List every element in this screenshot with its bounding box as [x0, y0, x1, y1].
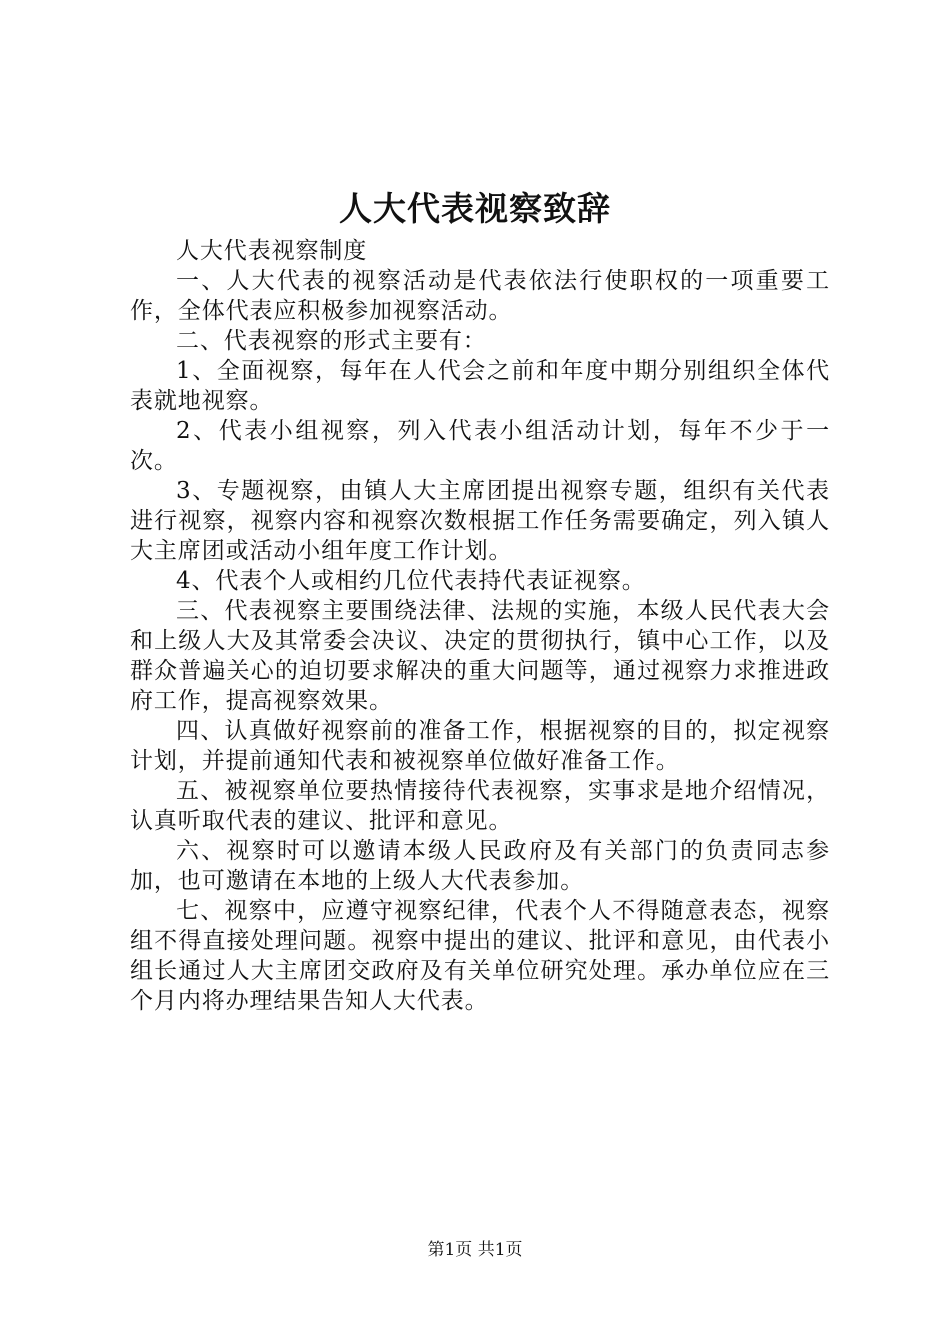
paragraph-3: 三、代表视察主要围绕法律、法规的实施，本级人民代表大会和上级人大及其常委会决议、决定的贯彻执行，镇中心工作，以及群众普遍关心的迫切要求解决的重大问题等，通过视察力求推进政府工作，提高视察效果。	[130, 598, 830, 714]
paragraph-2-item-4: 4、代表个人或相约几位代表持代表证视察。	[176, 568, 646, 594]
paragraph-7: 七、视察中，应遵守视察纪律，代表个人不得随意表态，视察组不得直接处理问题。视察中提出的建议、批评和意见，由代表小组长通过人大主席团交政府及有关单位研究处理。承办单位应在三个月内将办理结果告知人大代表。	[130, 898, 830, 1014]
paragraph-5: 五、被视察单位要热情接待代表视察，实事求是地介绍情况，认真听取代表的建议、批评和意见。	[130, 778, 830, 834]
document-body	[130, 236, 830, 1016]
paragraph-1: 一、人大代表的视察活动是代表依法行使职权的一项重要工作，全体代表应积极参加视察活动。	[130, 268, 830, 324]
paragraph-heading: 人大代表视察制度	[176, 238, 368, 264]
page-number-footer: 第1页 共1页	[427, 1240, 523, 1260]
paragraph-2-item-3: 3、专题视察，由镇人大主席团提出视察专题，组织有关代表进行视察，视察内容和视察次数根据工作任务需要确定，列入镇人大主席团或活动小组年度工作计划。	[130, 478, 830, 564]
paragraph-2: 二、代表视察的形式主要有：	[176, 328, 487, 354]
paragraph-6: 六、视察时可以邀请本级人民政府及有关部门的负责同志参加，也可邀请在本地的上级人大代表参加。	[130, 838, 830, 894]
paragraph-2-item-1: 1、全面视察，每年在人代会之前和年度中期分别组织全体代表就地视察。	[130, 358, 830, 414]
paragraph-2-item-2: 2、代表小组视察，列入代表小组活动计划，每年不少于一次。	[130, 418, 830, 474]
paragraph-4: 四、认真做好视察前的准备工作，根据视察的目的，拟定视察计划，并提前通知代表和被视察单位做好准备工作。	[130, 718, 830, 774]
document-title: 人大代表视察致辞	[339, 189, 611, 228]
